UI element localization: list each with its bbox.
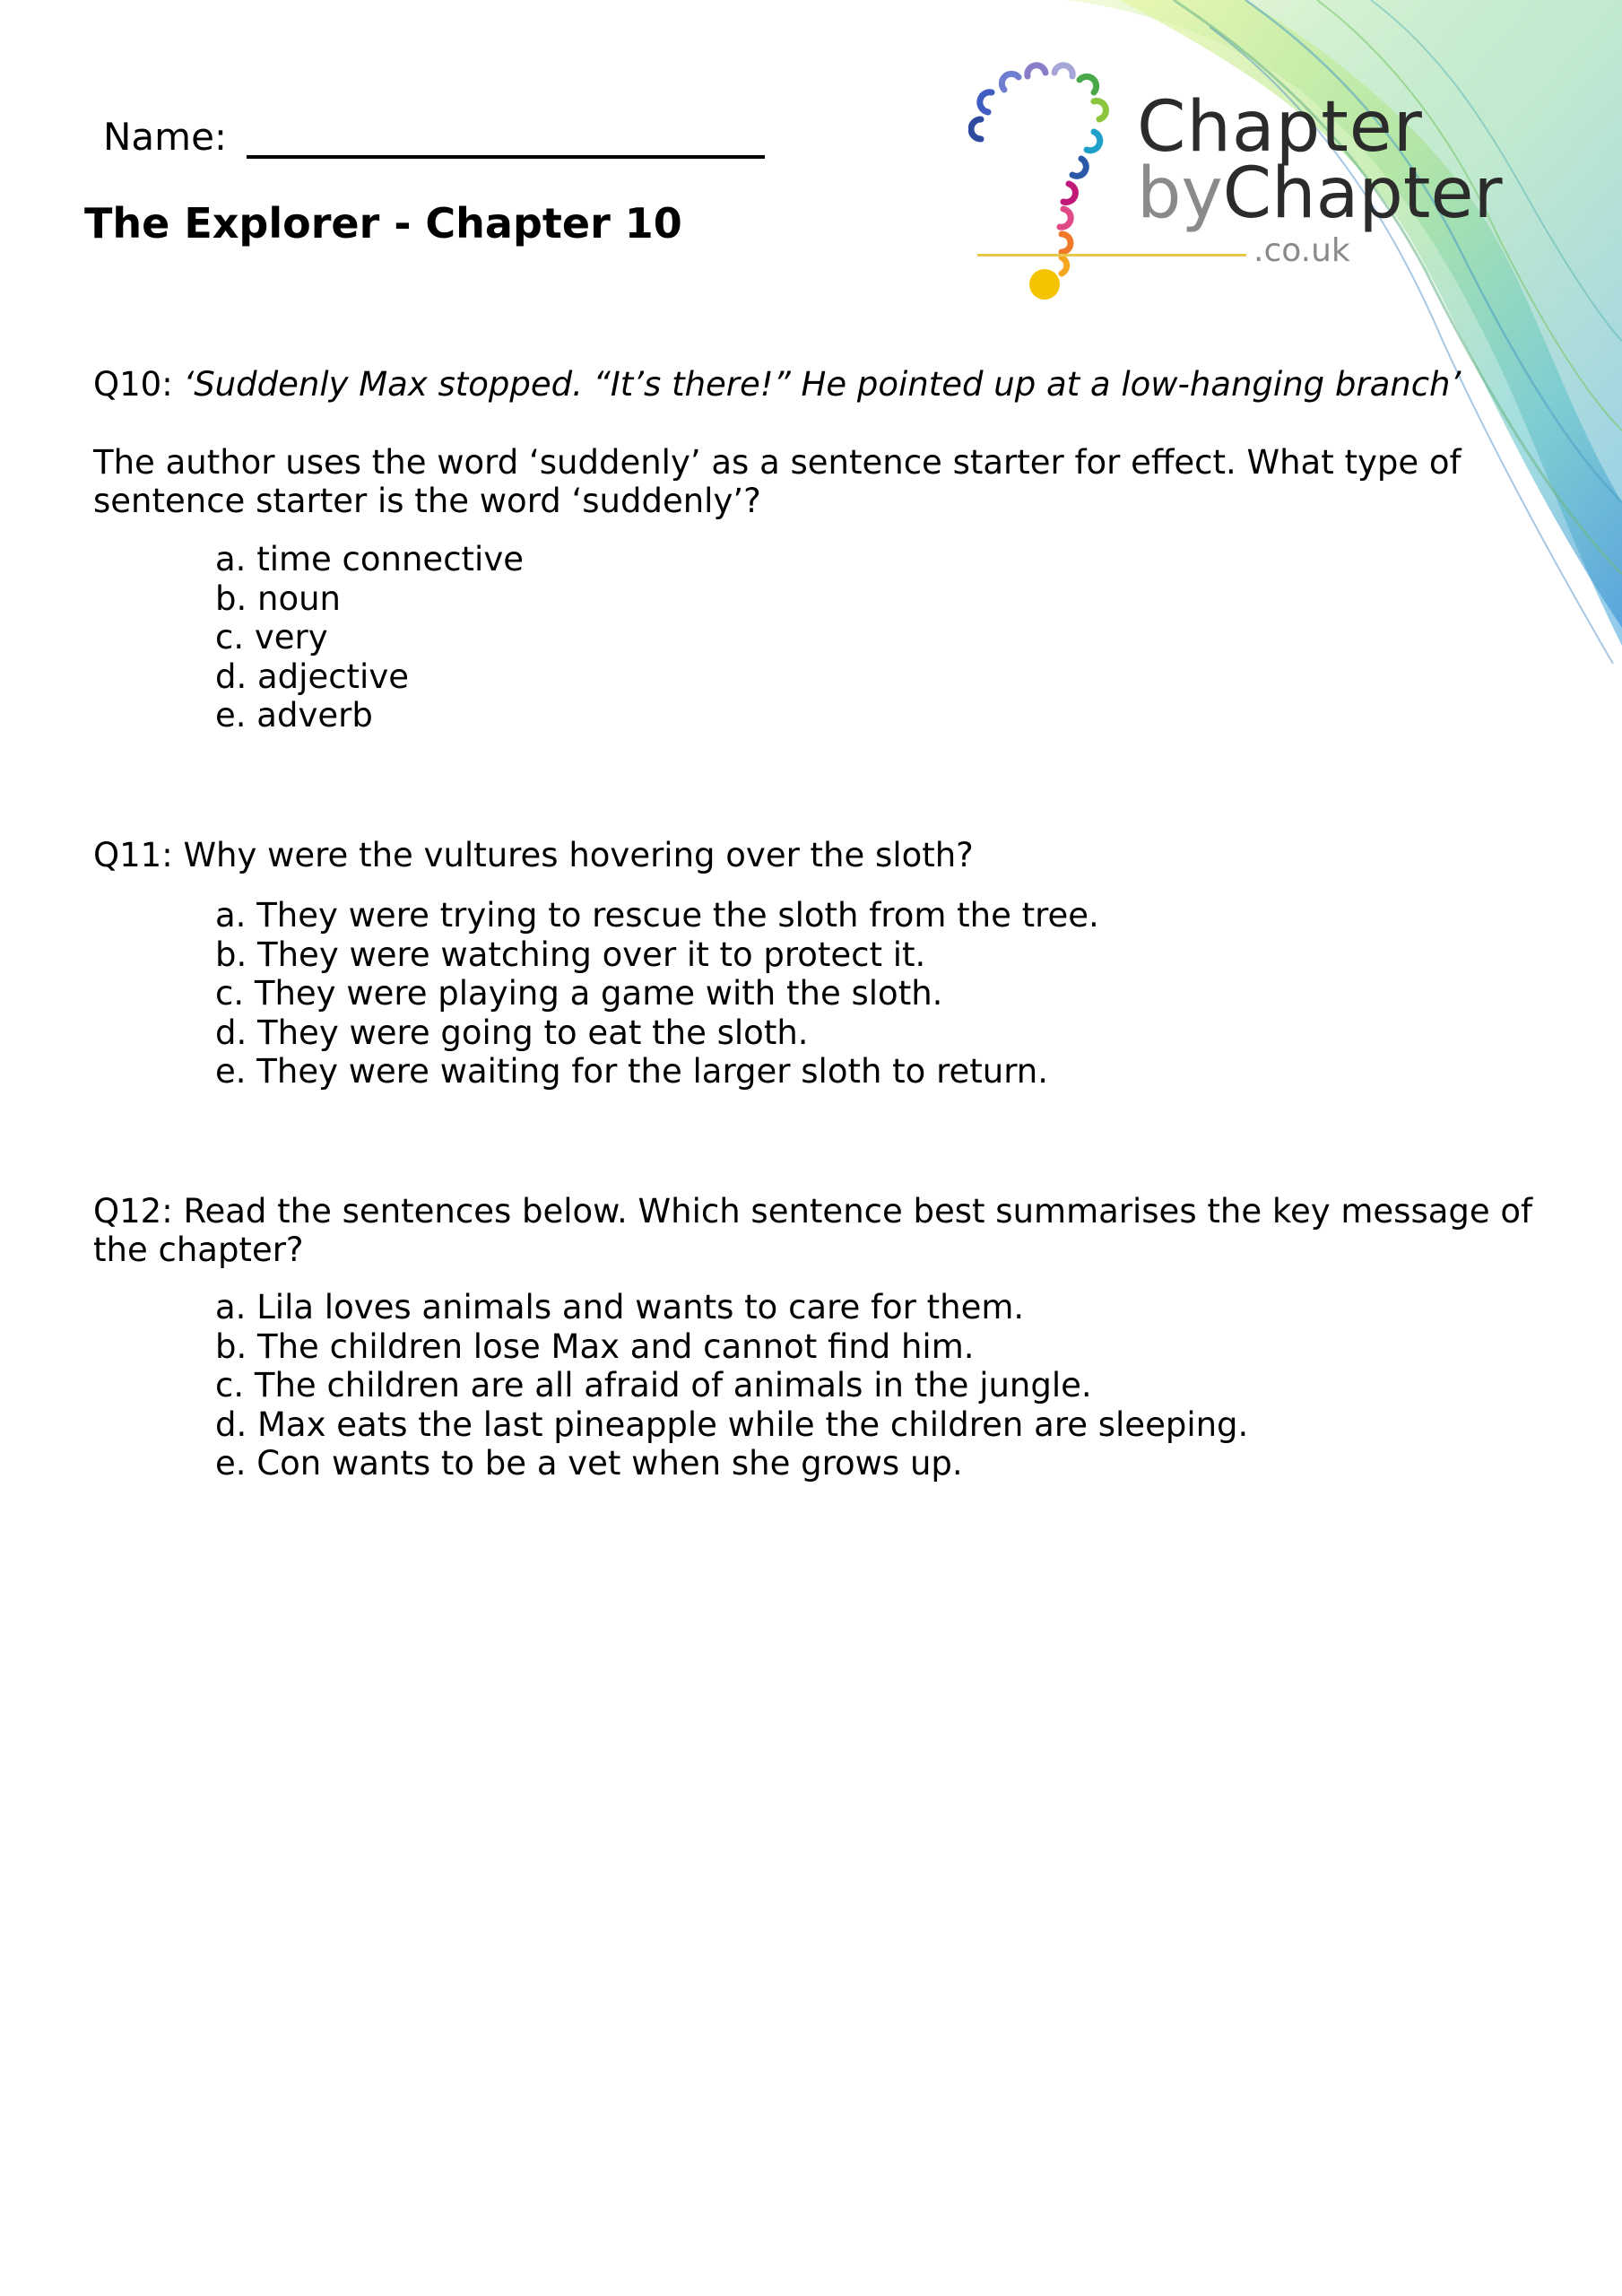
q11-options xyxy=(215,896,1099,1091)
q12-option-b[interactable]: b. The children lose Max and cannot find him. xyxy=(215,1326,975,1366)
q10-text-line-1: The author uses the word ‘suddenly’ as a sentence starter for effect. What type of xyxy=(93,443,1462,482)
q11-option-c[interactable]: c. They were playing a game with the sloth. xyxy=(215,974,943,1013)
question-mark-books-icon xyxy=(968,49,1148,318)
q12-text-line-2: the chapter? xyxy=(93,1231,304,1269)
logo-line2 xyxy=(1137,153,1503,234)
q11-option-b[interactable]: b. They were watching over it to protect it. xyxy=(215,935,926,974)
logo-chapter: Chapter xyxy=(1222,153,1503,234)
name-field-row xyxy=(103,115,765,159)
q10-option-d[interactable]: d. adjective xyxy=(215,657,410,696)
q12-option-a[interactable]: a. Lila loves animals and wants to care for them. xyxy=(215,1288,1025,1326)
logo-wordmark xyxy=(1137,87,1503,234)
logo-line1: Chapter xyxy=(1137,87,1423,168)
name-blank-line[interactable] xyxy=(247,155,765,159)
q11-option-a[interactable]: a. They were trying to rescue the sloth from the tree. xyxy=(215,896,1099,935)
q10-option-e[interactable]: e. adverb xyxy=(215,696,373,735)
q11-option-d[interactable]: d. They were going to eat the sloth. xyxy=(215,1013,809,1052)
logo-domain: .co.uk xyxy=(1253,232,1350,269)
q11-text: Why were the vultures hovering over the sloth? xyxy=(183,836,974,874)
q10-option-a[interactable]: a. time connective xyxy=(215,540,524,578)
q11-prompt xyxy=(93,836,974,874)
q12-option-d[interactable]: d. Max eats the last pineapple while the children are sleeping. xyxy=(215,1405,1249,1444)
q12-number: Q12: xyxy=(93,1192,173,1231)
name-label: Name: xyxy=(103,115,228,159)
logo-by: by xyxy=(1137,153,1223,234)
q10-text-line-2: sentence starter is the word ‘suddenly’? xyxy=(93,482,761,520)
logo-underline xyxy=(977,254,1246,257)
q12-option-c[interactable]: c. The children are all afraid of animals in the jungle. xyxy=(215,1366,1092,1405)
q12-prompt xyxy=(93,1192,1532,1231)
q10-options xyxy=(215,540,524,735)
question-mark-dot xyxy=(1029,269,1060,300)
q12-option-e[interactable]: e. Con wants to be a vet when she grows up. xyxy=(215,1444,963,1483)
q10-option-c[interactable]: c. very xyxy=(215,618,328,657)
q11-number: Q11: xyxy=(93,836,173,874)
q12-options xyxy=(215,1288,1248,1483)
q12-text-line-1: Read the sentences below. Which sentence best summarises the key message of xyxy=(183,1192,1533,1231)
q10-prompt xyxy=(93,365,1461,404)
q10-quote: ‘Suddenly Max stopped. “It’s there!” He pointed up at a low-hanging branch’ xyxy=(183,365,1462,404)
worksheet-title: The Explorer - Chapter 10 xyxy=(84,199,682,248)
q10-number: Q10: xyxy=(93,365,173,404)
q10-option-b[interactable]: b. noun xyxy=(215,578,341,618)
chapter-by-chapter-logo xyxy=(968,49,1542,318)
q11-option-e[interactable]: e. They were waiting for the larger sloth to return. xyxy=(215,1052,1048,1091)
